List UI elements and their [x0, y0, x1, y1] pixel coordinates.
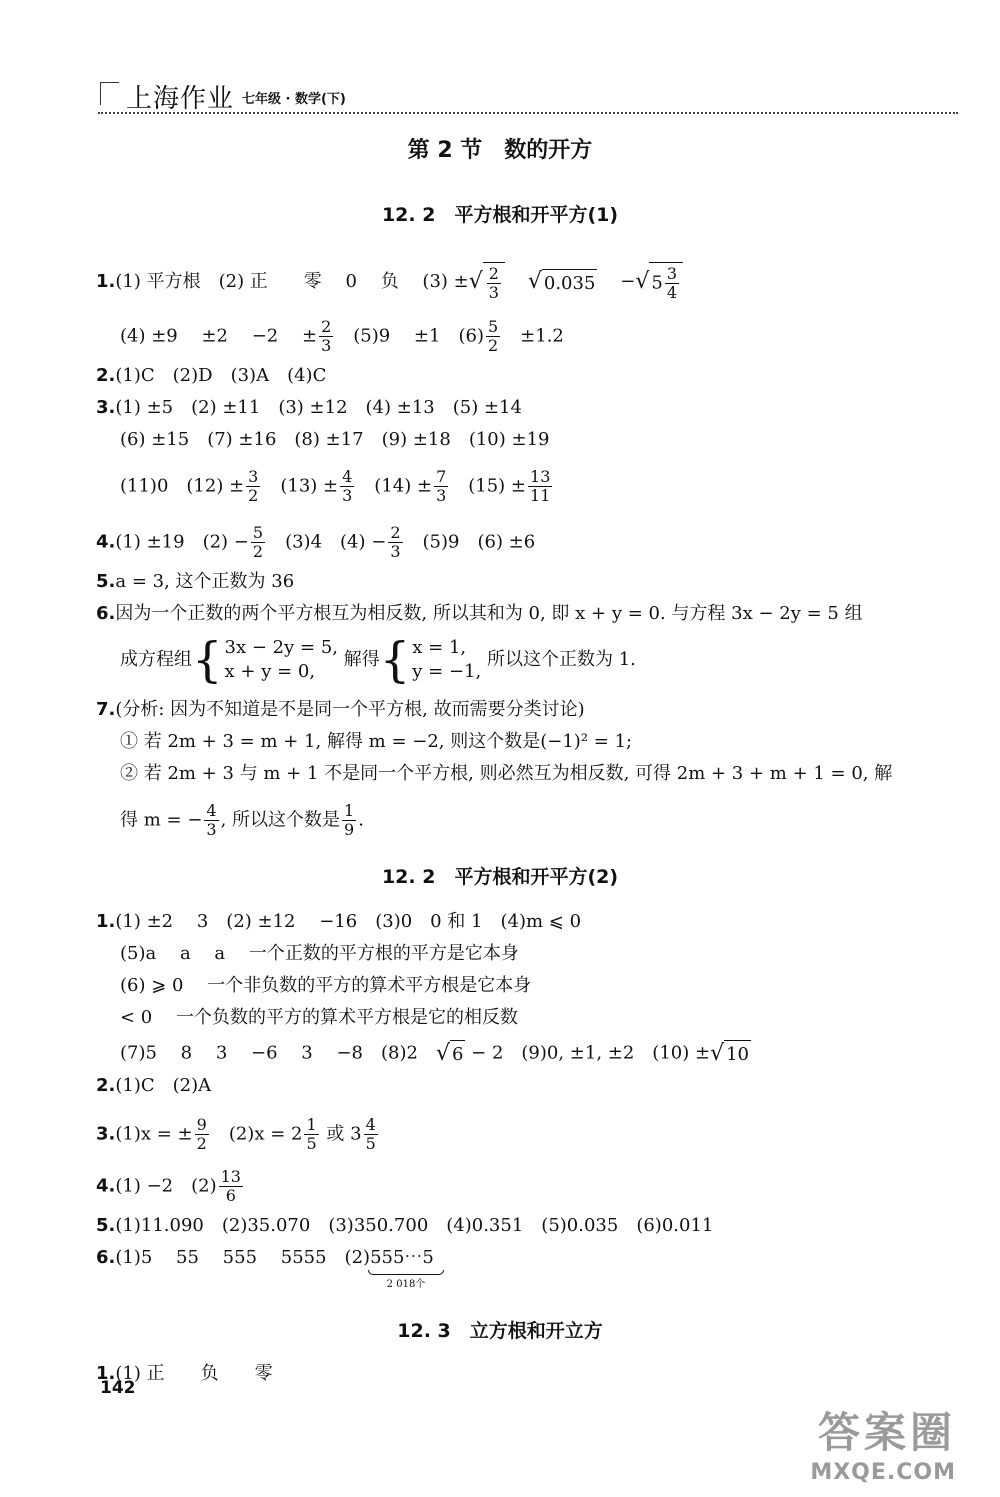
- subsection-title-2: 12. 2 平方根和开平方(2): [381, 866, 619, 888]
- answer-7-line-2: ① 若 2m + 3 = m + 1, 解得 m = −2, 则这个数是(−1)² = 1;: [120, 731, 633, 752]
- answer-1-line-1: 1.(1) 平方根 (2) 正 零 0 负 (3) ±√ $\frac{2}{3}$ √ 0.035 −√ 5 $\frac{3}{4}$: [96, 262, 683, 302]
- answer-2-1-line-1: 1.(1) ±2 3 (2) ±12 −16 (3)0 0 和 1 (4)m ⩽ 0: [96, 911, 582, 932]
- answer-3-line-2: (6) ±15 (7) ±16 (8) ±17 (9) ±18 (10) ±19: [120, 429, 550, 450]
- answer-2-5: 5.(1)11.090 (2)35.070 (3)350.700 (4)0.351 (5)0.035 (6)0.011: [96, 1215, 714, 1236]
- answer-6-line-1: 6.因为一个正数的两个平方根互为相反数, 所以其和为 0, 即 x + y = 0. 与方程 3x − 2y = 5 组: [96, 603, 863, 624]
- answer-2-1-line-4: < 0 一个负数的平方的算术平方根是它的相反数: [120, 1007, 518, 1028]
- sqrt: √ 5 $\frac{3}{4}$: [635, 262, 683, 302]
- answer-4: 4.(1) ±19 (2) − $\frac{5}{2}$ (3)4 (4) − $\frac{2}{3}$ (5)9 (6) ±6: [96, 523, 536, 561]
- sqrt: √ 10: [710, 1040, 749, 1066]
- answer-2-1-line-5: (7)5 8 3 −6 3 −8 (8)2 √ 6 − 2 (9)0, ±1, ±2 (10) ±√ 10: [120, 1040, 749, 1066]
- answer-7-line-4: 得 m = − $\frac{4}{3}$ , 所以这个数是 $\frac{1}{9}$ .: [120, 801, 364, 839]
- section-title: 第 2 节 数的开方: [407, 138, 593, 163]
- answer-2-1-line-2: (5)a a a 一个正数的平方根的平方是它本身: [120, 943, 519, 964]
- answer-3-line-3: (11)0 (12) ± $\frac{3}{2}$ (13) ± $\frac{4}{3}$ (14) ± $\frac{7}{3}$ (15) ± $\frac{13}{11}$: [120, 467, 551, 505]
- answer-2-6: 6.(1)5 55 555 5555 (2)555⋯5: [96, 1247, 434, 1268]
- under-brace: 2 018个: [368, 1270, 444, 1290]
- page-number: 142: [100, 1378, 136, 1398]
- answer-2-2: 2.(1)C (2)A: [96, 1075, 212, 1096]
- watermark: 答案圈 MXQE.COM: [810, 1408, 956, 1485]
- answer-3-line-1: 3.(1) ±5 (2) ±11 (3) ±12 (4) ±13 (5) ±14: [96, 397, 522, 418]
- answer-1-line-2: (4) ±9 ±2 −2 ± $\frac{2}{3}$ (5)9 ±1 (6) $\frac{5}{2}$ ±1.2: [120, 317, 564, 355]
- header-bookmark-icon: [100, 82, 119, 105]
- header-divider: [98, 112, 958, 114]
- answer-6-line-2: 成方程组{ 3x − 2y = 5, x + y = 0, 解得{ x = 1, y = −1, 所以这个正数为 1.: [120, 632, 636, 688]
- subsection-title-3: 12. 3 立方根和开立方: [397, 1320, 603, 1342]
- header-subtitle: 七年级 · 数学(下): [242, 92, 346, 107]
- sqrt: √ 0.035: [527, 269, 596, 294]
- header-title: 上海作业: [126, 84, 235, 114]
- answer-3-1: 1.(1) 正 负 零: [96, 1363, 273, 1384]
- answer-2-1-line-3: (6) ⩾ 0 一个非负数的平方的算术平方根是它本身: [120, 975, 532, 996]
- answer-2: 2.(1)C (2)D (3)A (4)C: [96, 365, 327, 386]
- answer-7-line-3: ② 若 2m + 3 与 m + 1 不是同一个平方根, 则必然互为相反数, 可得 2m + 3 + m + 1 = 0, 解: [120, 763, 893, 784]
- answer-5: 5.a = 3, 这个正数为 36: [96, 571, 295, 592]
- answer-2-4: 4.(1) −2 (2) $\frac{13}{6}$: [96, 1167, 241, 1205]
- sqrt: √ 6: [435, 1040, 464, 1066]
- subsection-title-1: 12. 2 平方根和开平方(1): [381, 204, 619, 226]
- answer-2-3: 3.(1)x = ± $\frac{9}{2}$ (2)x = 2 $\frac{1}{5}$ 或 3 $\frac{4}{5}$: [96, 1115, 376, 1153]
- answer-7-line-1: 7.(分析: 因为不知道是不是同一个平方根, 故而需要分类讨论): [96, 699, 585, 720]
- sqrt: √ $\frac{2}{3}$: [469, 262, 505, 302]
